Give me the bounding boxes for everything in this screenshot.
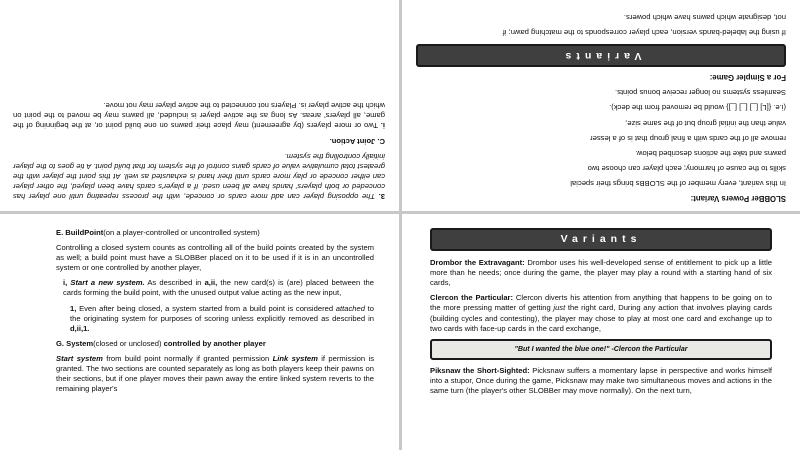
br-variants-bar-wrap <box>430 228 772 251</box>
bl-section-e-heading: E. BuildPoint <box>56 228 104 237</box>
bl-item-i: i, Start a new system. As described in a,ii, the new card(s) is (are) placed between the cards forming the build point, with the unused output value acting as the new input, <box>63 278 374 298</box>
br-entry-clercon-name: Clercon the Particular: <box>430 293 514 303</box>
bl-section-g-body: Start system from build point normally if granted permission Link system if permission is granted. The two sections are counted separately as long as both players keep their pawns on their sections, but if one player moves their pawn away the entire linked system reverts to the remaining player's <box>56 353 375 394</box>
tr-variants-header: Variants <box>416 44 786 67</box>
bl-section-g <box>56 339 374 349</box>
tl-paragraph-i: i. Two or more players (by agreement) may place their pawns on one build point or, at the beginning of the game, all players' areas. As long as the active player is included, all pawns may be moved to the point on which the active player is. Players not connected to the active player may not move. <box>13 101 385 131</box>
tr-simpler-line-4: Seamless systems no longer receive bonus points. <box>615 88 786 98</box>
panel-top-left <box>0 0 399 211</box>
bl-section-g-heading-rest: (closed or unclosed) <box>93 338 162 348</box>
tr-simpler-line-3: (i.e. {[L] [_] [_] [_]} would be removed from the deck). <box>609 103 786 113</box>
panel-bottom-left <box>0 214 399 450</box>
tr-top-line-2: not, designate which pawns have which powers. <box>623 12 786 22</box>
br-variants-header: Variants <box>430 228 772 251</box>
tr-slobber-line-1: In this variant, every member of the SLOBBs brings their special <box>570 178 786 188</box>
tr-slobber-heading: SLOBBer Powers Variant: <box>690 194 786 203</box>
bl-section-e-heading-rest: (on a player-controlled or uncontrolled system) <box>103 228 260 237</box>
tl-paragraph-3: 3. The opposing player can add more cards or concede, with the process repeating until one player has conceded or both players' hands have all been used. If a player's cards have been played, the other player can either concede or play more cards until their hand is exhausted as well. At this point the player with the greatest total cumulative value of cards gains control of the system for that build point. A tie goes to the player initially controlling the system. <box>13 151 385 201</box>
tl-heading-joint-action: C. Joint Action. <box>329 136 385 146</box>
bl-item-i-1: 1, Even after being closed, a system started from a build point is considered attached to the originating system for purposes of scoring unless explicitly removed as described in d,ii,1. <box>70 303 374 333</box>
panel-bottom-right <box>402 214 800 450</box>
bl-section-e <box>56 228 374 238</box>
tr-slobber-line-3: pawns and take the actions described below. <box>635 148 786 158</box>
tr-variants-bar-wrap <box>416 44 786 67</box>
tr-simpler-heading: For a Simpler Game: <box>709 73 786 83</box>
br-entry-clercon <box>430 293 772 333</box>
bl-section-g-heading-tail: controlled by another player <box>163 338 266 348</box>
panel-top-right <box>402 0 800 211</box>
br-entry-piksnaw-name: Piksnaw the Short-Sighted: <box>430 365 530 375</box>
br-quote-box: "But I wanted the blue one!" -Clercon the Particular <box>430 339 772 360</box>
tr-top-line-1: If using the labeled-bands version, each player corresponds to the matching pawn; if <box>502 28 786 38</box>
br-entry-piksnaw <box>430 366 772 396</box>
bl-section-g-heading: G. System <box>56 338 94 348</box>
tr-slobber-line-2: skills to the cause of harmony; each player can choose two <box>587 163 786 173</box>
tr-simpler-line-1: remove all of the cards with a final group that is of a lesser <box>590 133 786 143</box>
br-entry-drombor <box>430 258 772 288</box>
br-entry-clercon-text: Clercon diverts his attention from anything that happens to be going on to the more pressing matter of getting just the right card, During any action that involves playing cards (building cycles and contesting), the player may chose to play at most one card and exchange up to two cards with face-up cards in the card exchange, <box>430 293 772 333</box>
br-entry-piksnaw-text: Picksnaw suffers a momentary lapse in perspective and works himself into a stupor, Once during the game, Picksnaw may make two simultaneous moves and actions in the same turn (the player's other SLOBBer may move normally). On the next turn, <box>430 365 772 396</box>
br-entry-drombor-name: Drombor the Extravagant: <box>430 258 525 268</box>
br-entry-drombor-text: Drombor uses his well-developed sense of entitlement to pick up a little more than he needs; once during the game, the player may play a round with a starting hand of six cards, <box>430 258 772 288</box>
bl-section-e-body: Controlling a closed system counts as controlling all of the build points created by the system as well; a build point must have a SLOBBer placed on it to be used if it is in an uncontrolled system or one controlled by another player, <box>56 243 374 273</box>
tr-simpler-line-2: value than the initial group but of the same size, <box>625 118 786 128</box>
